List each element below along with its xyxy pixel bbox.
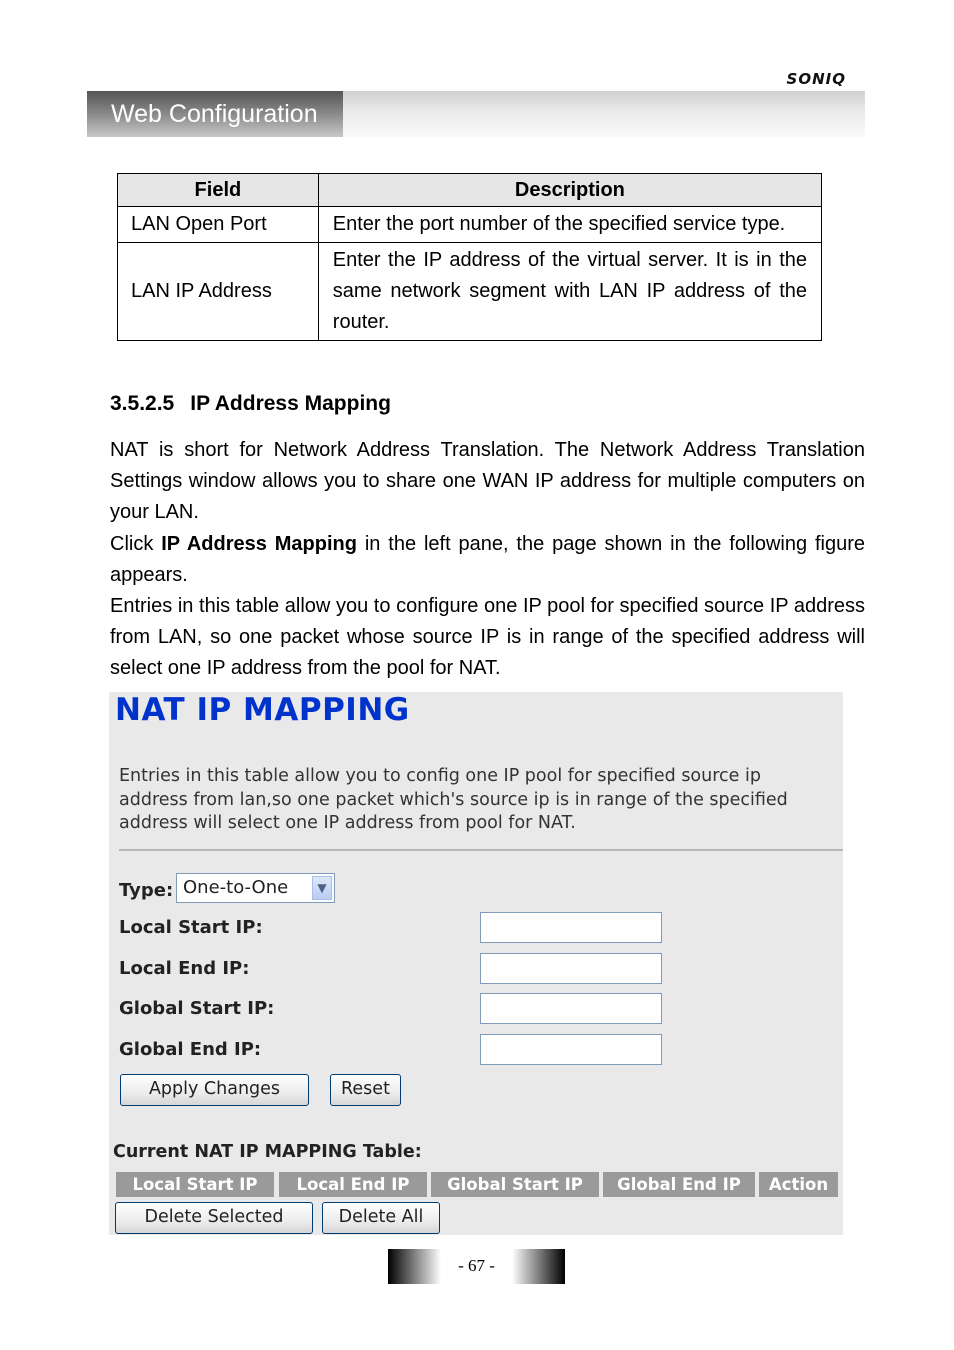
local-start-ip-input[interactable] bbox=[480, 912, 662, 943]
global-start-ip-input[interactable] bbox=[480, 993, 662, 1024]
section-heading bbox=[110, 392, 391, 416]
field-column-header: Field bbox=[118, 174, 319, 207]
section-title: IP Address Mapping bbox=[190, 392, 391, 415]
col-header-local-start-ip: Local Start IP bbox=[116, 1172, 274, 1197]
paragraph: NAT is short for Network Address Translation. The Network Address Translation Settings window allows you to share one WAN IP address for multiple computers on your LAN. bbox=[110, 439, 865, 524]
chapter-title: Web Configuration bbox=[87, 91, 343, 137]
global-start-ip-label: Global Start IP: bbox=[119, 998, 275, 1019]
page-number: - 67 - bbox=[388, 1249, 565, 1284]
table-row bbox=[118, 243, 822, 341]
type-select[interactable] bbox=[176, 873, 335, 903]
delete-selected-button[interactable]: Delete Selected bbox=[115, 1202, 313, 1234]
paragraph: Entries in this table allow you to configure one IP pool for specified source IP address from LAN, so one packet whose source IP is in range of the specified address will select one IP address from the pool for NAT. bbox=[110, 595, 865, 680]
section-number: 3.5.2.5 bbox=[110, 392, 175, 415]
field-description-table bbox=[117, 173, 822, 341]
reset-button[interactable]: Reset bbox=[330, 1074, 401, 1106]
local-end-ip-label: Local End IP: bbox=[119, 958, 250, 979]
delete-all-button[interactable]: Delete All bbox=[322, 1202, 440, 1234]
global-end-ip-label: Global End IP: bbox=[119, 1039, 262, 1060]
local-end-ip-input[interactable] bbox=[480, 953, 662, 984]
nat-page-description: Entries in this table allow you to config one IP pool for specified source ip address from lan,so one packet which's source ip is in range of the specified address will select one IP address from pool for NAT. bbox=[119, 766, 788, 833]
table-header-row bbox=[118, 174, 822, 207]
col-header-global-end-ip: Global End IP bbox=[603, 1172, 755, 1197]
chevron-down-icon[interactable]: ▼ bbox=[312, 876, 332, 900]
apply-changes-button[interactable]: Apply Changes bbox=[120, 1074, 309, 1106]
local-start-ip-label: Local Start IP: bbox=[119, 917, 263, 938]
description-cell: Enter the port number of the specified service type. bbox=[318, 207, 821, 243]
type-select-value: One-to-One bbox=[183, 877, 289, 898]
brand-logo: SONIQ bbox=[786, 70, 846, 88]
global-end-ip-input[interactable] bbox=[480, 1034, 662, 1065]
field-cell: LAN IP Address bbox=[118, 243, 319, 341]
description-column-header: Description bbox=[318, 174, 821, 207]
nat-ip-mapping-panel bbox=[109, 692, 843, 1235]
col-header-global-start-ip: Global Start IP bbox=[431, 1172, 599, 1197]
nat-table-caption: Current NAT IP MAPPING Table: bbox=[113, 1142, 422, 1162]
col-header-action: Action bbox=[759, 1172, 838, 1197]
divider bbox=[119, 849, 843, 851]
table-row bbox=[118, 207, 822, 243]
emphasis-text: IP Address Mapping bbox=[161, 532, 357, 555]
col-header-local-end-ip: Local End IP bbox=[279, 1172, 427, 1197]
nat-page-title: NAT IP MAPPING bbox=[115, 692, 410, 728]
field-cell: LAN Open Port bbox=[118, 207, 319, 243]
description-cell: Enter the IP address of the virtual server. It is in the same network segment with LAN IP address of the router. bbox=[318, 243, 821, 341]
section-body bbox=[110, 435, 865, 685]
type-label: Type: bbox=[119, 880, 174, 901]
paragraph: Click IP Address Mapping in the left pane, the page shown in the following figure appears. bbox=[110, 532, 865, 586]
